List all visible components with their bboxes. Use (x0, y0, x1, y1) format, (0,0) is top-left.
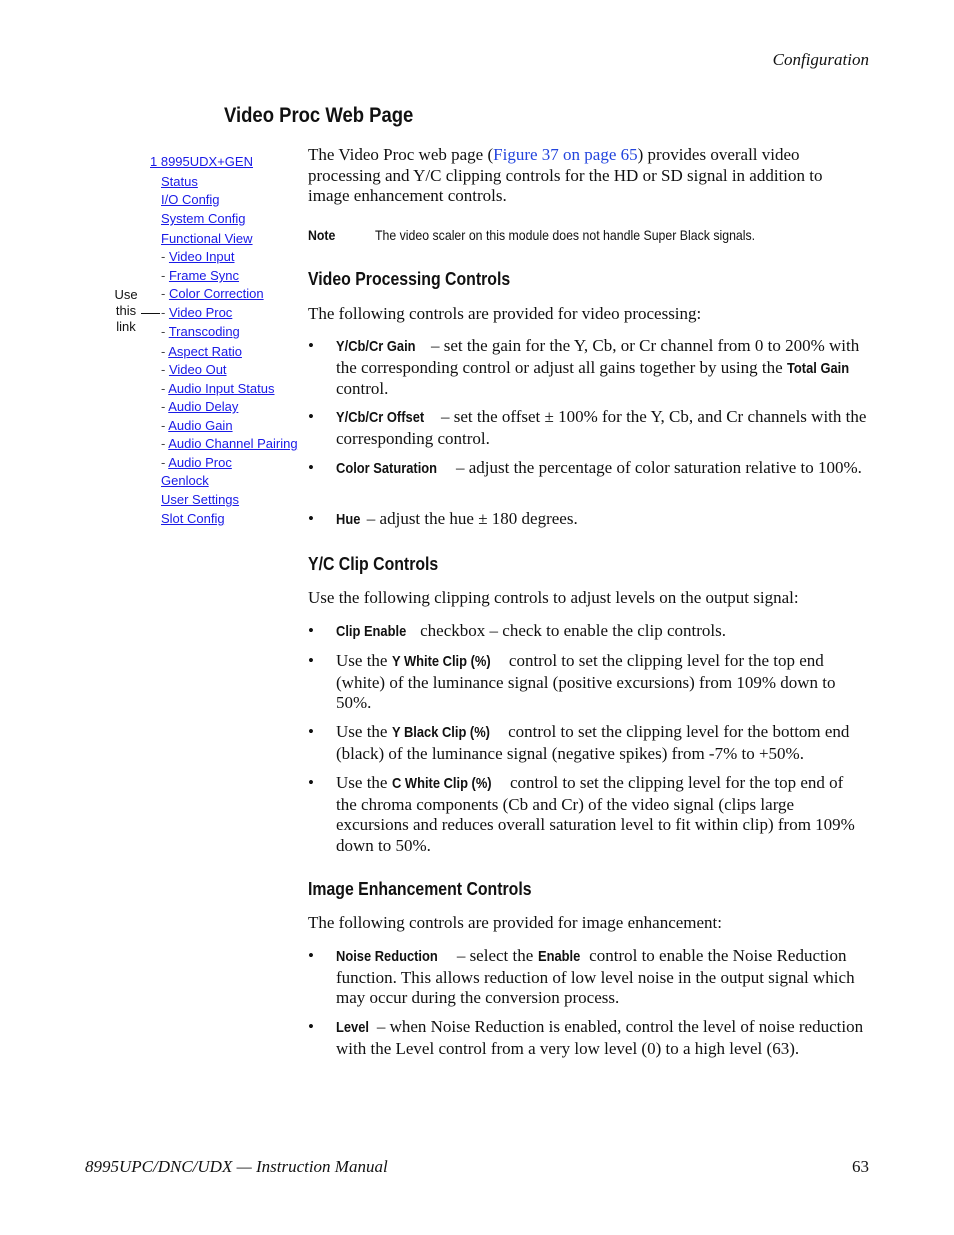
note-label: Note (308, 227, 336, 243)
nav-item (161, 344, 242, 359)
subheading-video-processing: Video Processing Controls (308, 269, 511, 289)
text: control. (336, 379, 389, 398)
nav-link[interactable]: Audio Input Status (168, 381, 275, 396)
nav-item (150, 154, 253, 169)
nav-dash: - (161, 324, 169, 339)
text: – select the (452, 946, 538, 965)
term: Enable (537, 948, 580, 965)
nav-item (161, 455, 232, 470)
nav-item (161, 192, 220, 207)
term: C White Clip (%) (391, 775, 492, 792)
bullet: • (308, 407, 314, 426)
nav-link[interactable]: Genlock (161, 473, 209, 488)
nav-item (161, 211, 246, 226)
nav-link[interactable]: Audio Gain (168, 418, 233, 433)
image-enhancement-lead: The following controls are provided for image enhancement: (308, 913, 722, 932)
nav-dash: - (161, 399, 169, 414)
bullet: • (308, 509, 314, 528)
nav-dash: - (161, 344, 169, 359)
text: Use the (336, 773, 392, 792)
intro-paragraph (308, 145, 868, 207)
nav-link[interactable]: Video Out (168, 362, 227, 377)
nav-link[interactable]: Audio Delay (168, 399, 239, 414)
callout-use-this-link (113, 287, 139, 335)
footer-manual-title: 8995UPC/DNC/UDX — Instruction Manual (85, 1157, 388, 1176)
nav-item (161, 305, 232, 320)
bullet: • (308, 336, 314, 355)
video-processing-lead: The following controls are provided for video processing: (308, 304, 702, 323)
term: Level (336, 1019, 369, 1036)
nav-dash: - (161, 418, 169, 433)
running-header: Configuration (772, 50, 869, 69)
term: Hue (336, 511, 361, 528)
nav-dash: - (161, 286, 169, 301)
nav-link[interactable]: Aspect Ratio (168, 344, 242, 359)
subheading-image-enhancement: Image Enhancement Controls (308, 879, 532, 899)
text: checkbox – check to enable the clip controls. (415, 621, 727, 640)
nav-link[interactable]: Transcoding (168, 324, 240, 339)
nav-item (161, 231, 253, 246)
bullet: • (308, 621, 314, 640)
nav-item (161, 418, 233, 433)
nav-link[interactable]: 1 8995UDX+GEN (150, 154, 253, 169)
nav-link[interactable]: Color Correction (168, 286, 264, 301)
nav-dash: - (161, 249, 169, 264)
nav-item (161, 511, 225, 526)
nav-dash: - (161, 436, 169, 451)
text: – set the offset ± 100% for the Y, Cb, and Cr channels with the corresponding control. (336, 407, 867, 448)
nav-item (161, 286, 264, 301)
nav-link[interactable]: Frame Sync (168, 268, 240, 283)
bullet: • (308, 722, 314, 741)
nav-item (161, 362, 227, 377)
bullet: • (308, 458, 314, 477)
text: – set the gain for the Y, Cb, or Cr channel from 0 to 200% with the corresponding control or adjust all gains together by using the (336, 336, 860, 377)
intro-after: ) provides overall video processing and Y/C clipping controls for the HD or SD signal in addition to image enhancement controls. (308, 145, 823, 205)
nav-item (161, 174, 198, 189)
yc-clip-lead: Use the following clipping controls to adjust levels on the output signal: (308, 588, 799, 607)
nav-dash: - (161, 268, 169, 283)
nav-link[interactable]: Slot Config (161, 511, 225, 526)
page-number: 63 (852, 1157, 869, 1176)
term: Clip Enable (336, 623, 407, 640)
bullet: • (308, 1017, 314, 1036)
bullet: • (308, 651, 314, 670)
text: control to set the clipping level for the top end of the chroma components (Cb and Cr) of the video signal (clips large excursions and reduces overall saturation level to fit within clip) from 109% down to 50%. (336, 773, 855, 855)
text: Use the (336, 651, 392, 670)
nav-item (161, 399, 238, 414)
nav-link[interactable]: Status (161, 174, 198, 189)
section-title: Video Proc Web Page (224, 104, 414, 127)
bullet: • (308, 946, 314, 965)
text: – adjust the hue ± 180 degrees. (362, 509, 578, 528)
nav-dash: - (161, 381, 169, 396)
callout-line-1: Use (114, 287, 138, 302)
nav-item (161, 324, 240, 339)
bullet: • (308, 773, 314, 792)
nav-dash: - (161, 305, 169, 320)
term: Color Saturation (336, 460, 438, 477)
nav-item (161, 436, 298, 451)
text: control to enable the Noise Reduction function. This allows reduction of low level noise in the output signal which may occur during the conversion process. (336, 946, 855, 1007)
nav-link[interactable]: Video Input (168, 249, 235, 264)
nav-item (161, 249, 235, 264)
text: – adjust the percentage of color saturation relative to 100%. (451, 458, 862, 477)
term: Y/Cb/Cr Gain (336, 338, 416, 355)
nav-dash: - (161, 362, 169, 377)
nav-link[interactable]: Video Proc (168, 305, 233, 320)
text: control to set the clipping level for the top end (white) of the luminance signal (positive excursions) from 109% down to 50%. (336, 651, 836, 712)
nav-item (161, 381, 274, 396)
text: Use the (336, 722, 392, 741)
callout-leader-line (141, 313, 160, 314)
nav-item (161, 492, 239, 507)
term: Y White Clip (%) (391, 653, 491, 670)
text: control to set the clipping level for the bottom end (black) of the luminance signal (negative spikes) from -7% to +50%. (336, 722, 850, 763)
subheading-yc-clip: Y/C Clip Controls (308, 554, 439, 574)
nav-link[interactable]: Audio Channel Pairing (168, 436, 298, 451)
note-text: The video scaler on this module does not handle Super Black signals. (375, 227, 756, 243)
nav-link[interactable]: I/O Config (161, 192, 220, 207)
nav-link[interactable]: User Settings (161, 492, 240, 507)
text: – when Noise Reduction is enabled, control the level of noise reduction with the Level control from a very low level (0) to a high level (63). (336, 1017, 864, 1058)
term: Noise Reduction (336, 948, 438, 965)
callout-line-3: link (116, 319, 136, 334)
nav-item (161, 268, 239, 283)
intro-before: The Video Proc web page ( (308, 145, 494, 164)
callout-line-2: this (115, 303, 137, 318)
nav-link[interactable]: System Config (161, 211, 246, 226)
nav-link[interactable]: Functional View (161, 231, 253, 246)
figure-link[interactable]: Figure 37 on page 65 (493, 145, 638, 164)
term: Total Gain (786, 359, 849, 377)
nav-link[interactable]: Audio Proc (168, 455, 232, 470)
term: Y Black Clip (%) (391, 724, 490, 741)
term: Y/Cb/Cr Offset (336, 409, 425, 426)
nav-item (161, 473, 209, 488)
nav-dash: - (161, 455, 169, 470)
